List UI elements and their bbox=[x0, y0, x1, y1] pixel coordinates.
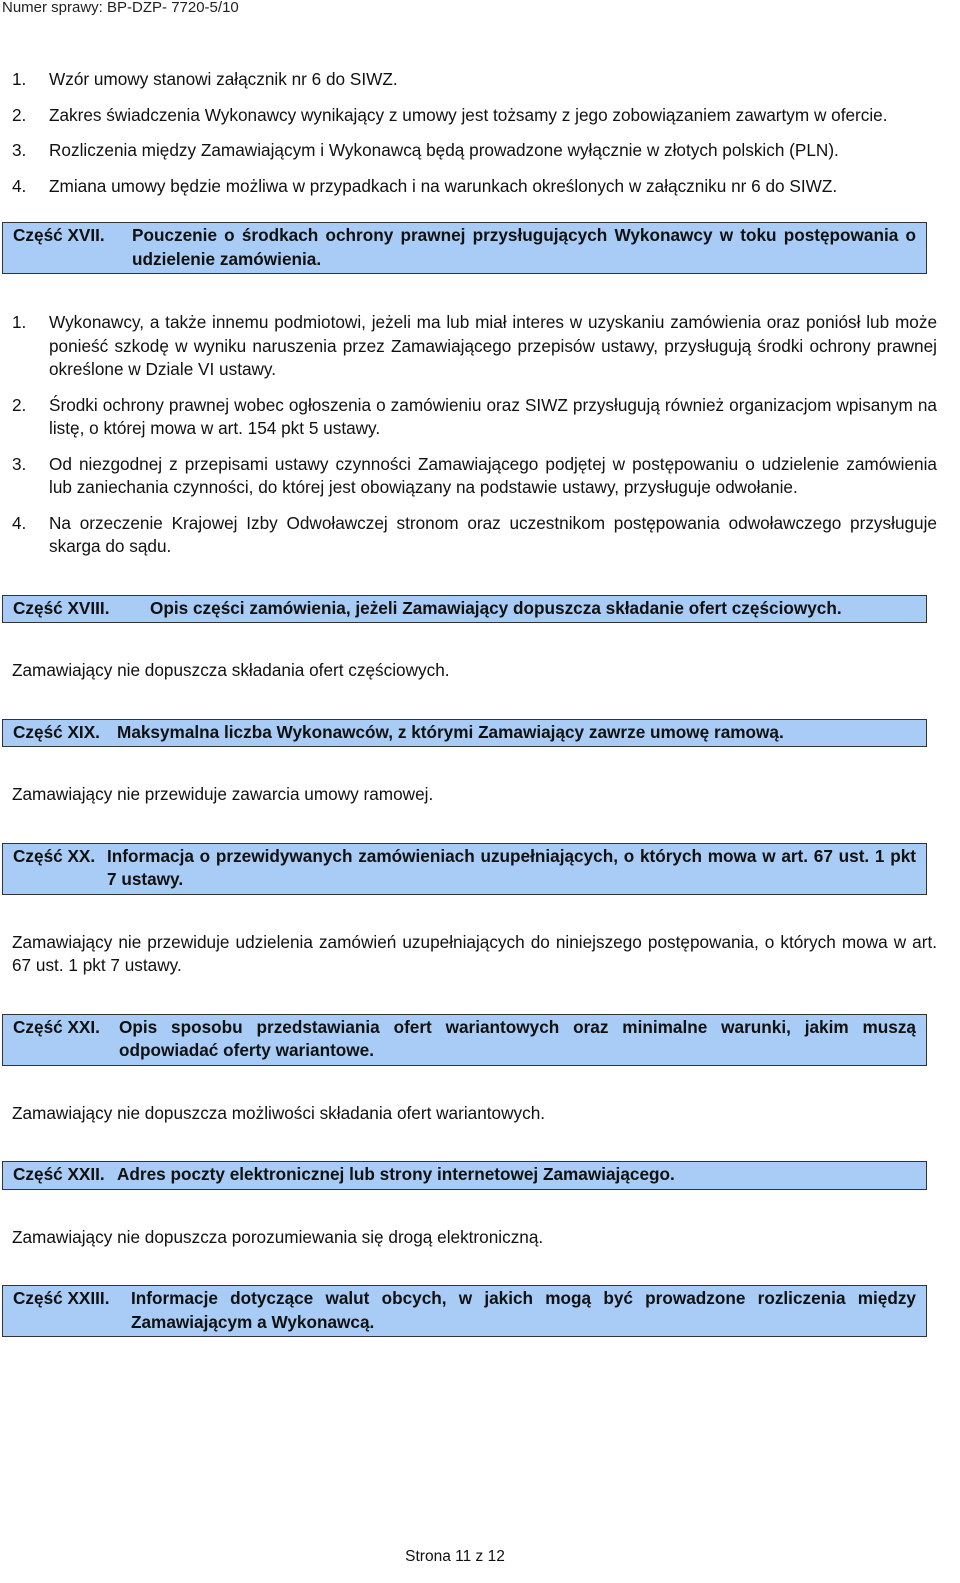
list-item: 1. Wykonawcy, a także innemu podmiotowi, jeżeli ma lub miał interes w uzyskaniu zamówienia oraz poniósł lub może ponieść szkodę w wyniku naruszenia przez Zamawiającego przepisów ustawy, przysługują środki ochrony prawnej określone w Dziale VI ustawy. bbox=[12, 312, 937, 379]
section-xx-text: Zamawiający nie przewiduje udzielenia zamówień uzupełniających do niniejszego postępowania, o których mowa w art. 67 ust. 1 pkt 7 ustawy. bbox=[12, 931, 937, 975]
section-heading-xxiii: Część XXIII. Informacje dotyczące walut obcych, w jakich mogą być prowadzone rozliczenia między Zamawiającym a Wykonawcą. bbox=[2, 1285, 927, 1337]
section-xviii-text: Zamawiający nie dopuszcza składania ofert częściowych. bbox=[12, 660, 450, 680]
list-item: 2. Środki ochrony prawnej wobec ogłoszenia o zamówieniu oraz SIWZ przysługują również organizacjom wpisanym na listę, o której mowa w art. 154 pkt 5 ustawy. bbox=[12, 394, 937, 438]
list-item: 3. Od niezgodnej z przepisami ustawy czynności Zamawiającego podjętej w postępowaniu o udzielenie zamówienia lub zaniechania czynności, do której jest obowiązany na podstawie ustawy, przysługuje odwołanie. bbox=[12, 453, 937, 497]
section-xxi-text: Zamawiający nie dopuszcza możliwości składania ofert wariantowych. bbox=[12, 1102, 546, 1123]
section-heading-xxi: Część XXI. Opis sposobu przedstawiania ofert wariantowych oraz minimalne warunki, jakim muszą odpowiadać oferty wariantowe. bbox=[2, 1014, 927, 1066]
section-heading-xviii: Część XVIII. Opis części zamówienia, jeżeli Zamawiający dopuszcza składanie ofert częściowych. bbox=[2, 595, 927, 624]
intro-list bbox=[12, 68, 937, 198]
list-item: 4. Na orzeczenie Krajowej Izby Odwoławczej stronom oraz uczestnikom postępowania odwoławczego przysługuje skarga do sądu. bbox=[12, 512, 937, 556]
case-number: Numer sprawy: BP-DZP- 7720-5/10 bbox=[2, 0, 239, 16]
section-heading-xxii: Część XXII. Adres poczty elektronicznej lub strony internetowej Zamawiającego. bbox=[2, 1161, 927, 1190]
list-item: 1. Wzór umowy stanowi załącznik nr 6 do SIWZ. bbox=[12, 69, 398, 89]
section-xvii-list bbox=[12, 311, 937, 559]
section-xxii-text: Zamawiający nie dopuszcza porozumiewania się drogą elektroniczną. bbox=[12, 1226, 544, 1247]
page-number: Strona 11 z 12 bbox=[405, 1548, 505, 1565]
section-xix-text: Zamawiający nie przewiduje zawarcia umowy ramowej. bbox=[12, 784, 434, 804]
list-item: 4. Zmiana umowy będzie możliwa w przypadkach i na warunkach określonych w załączniku nr 6 do SIWZ. bbox=[12, 175, 838, 196]
document-body bbox=[12, 68, 937, 1337]
section-heading-xix: Część XIX. Maksymalna liczba Wykonawców, z którymi Zamawiający zawrze umowę ramową. bbox=[2, 719, 927, 748]
section-heading-xvii: Część XVII. Pouczenie o środkach ochrony prawnej przysługujących Wykonawcy w toku postępowania o udzielenie zamówienia. bbox=[2, 222, 927, 274]
list-item: 3. Rozliczenia między Zamawiającym i Wykonawcą będą prowadzone wyłącznie w złotych polskich (PLN). bbox=[12, 140, 839, 160]
list-item: 2. Zakres świadczenia Wykonawcy wynikający z umowy jest tożsamy z jego zobowiązaniem zawartym w ofercie. bbox=[12, 104, 888, 125]
section-heading-xx: Część XX. Informacja o przewidywanych zamówieniach uzupełniających, o których mowa w art. 67 ust. 1 pkt 7 ustawy. bbox=[2, 843, 927, 895]
